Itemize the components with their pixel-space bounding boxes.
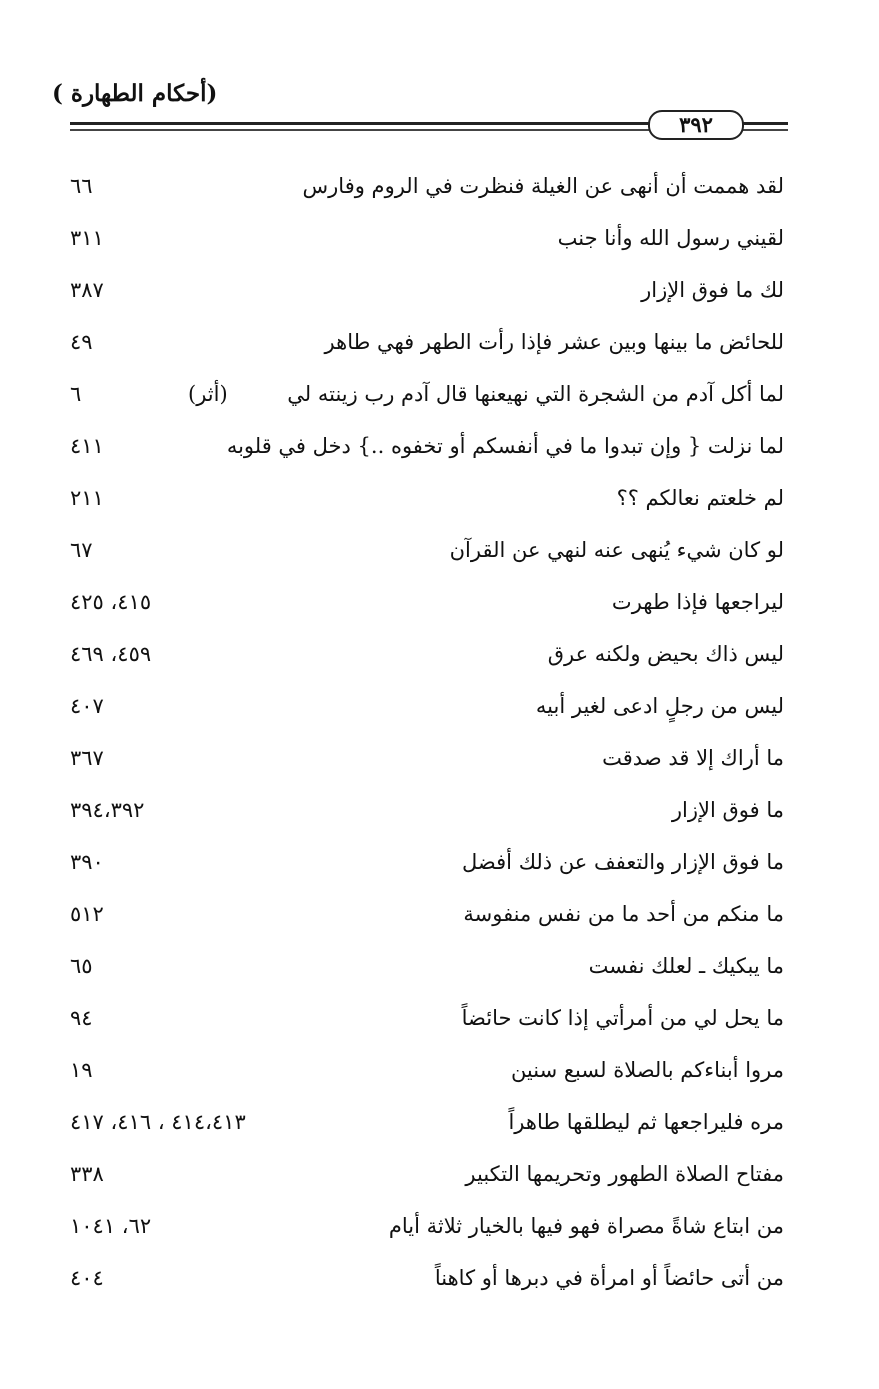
index-entry xyxy=(60,792,784,832)
entry-text: لقد هممت أن أنهى عن الغيلة فنظرت في الروم وفارس xyxy=(302,174,784,198)
entry-text: لما أكل آدم من الشجرة التي نهيعنها قال آدم رب زينته لي xyxy=(287,382,784,406)
entry-text: ما يحل لي من أمرأتي إذا كانت حائضاً xyxy=(461,1006,784,1030)
entry-pages: ٦٢، ١٠٤١ xyxy=(70,1214,152,1238)
entry-text: ما يبكيك ـ لعلك نفست xyxy=(588,954,784,978)
entry-pages: ٤١٥، ٤٢٥ xyxy=(70,590,152,614)
index-entry xyxy=(60,1104,784,1144)
index-entry xyxy=(60,376,784,416)
entry-pages: ٦٥ xyxy=(70,954,93,978)
entry-text: مره فليراجعها ثم ليطلقها طاهراً xyxy=(508,1110,784,1134)
entry-text: ما منكم من أحد ما من نفس منفوسة xyxy=(463,902,784,926)
entry-text: للحائض ما بينها وبين عشر فإذا رأت الطهر فهي طاهر xyxy=(324,330,784,354)
entry-pages: ٦ xyxy=(70,382,82,406)
entry-text: مفتاح الصلاة الطهور وتحريمها التكبير xyxy=(465,1162,784,1186)
entry-text: مروا أبناءكم بالصلاة لسبع سنين xyxy=(510,1058,784,1082)
index-entry xyxy=(60,220,784,260)
index-entry xyxy=(60,688,784,728)
entry-pages: ٤٠٧ xyxy=(70,694,104,718)
index-entry xyxy=(60,1052,784,1092)
entry-pages: ٣٩٠ xyxy=(70,850,104,874)
page-number: ٣٩٢ xyxy=(648,110,744,140)
entry-pages: ٥١٢ xyxy=(70,902,104,926)
entry-pages: ٦٦ xyxy=(70,174,93,198)
entry-text: من ابتاع شاةً مصراة فهو فيها بالخيار ثلاثة أيام xyxy=(388,1214,784,1238)
entry-pages: ١٩ xyxy=(70,1058,93,1082)
index-entry xyxy=(60,168,784,208)
entry-text: لو كان شيء يُنهى عنه لنهي عن القرآن xyxy=(449,538,784,562)
index-entry xyxy=(60,272,784,312)
entry-pages: ٤١٤،٤١٣ ، ٤١٦، ٤١٧ xyxy=(70,1110,246,1134)
entry-pages: ٦٧ xyxy=(70,538,93,562)
entry-pages: ٣٨٧ xyxy=(70,278,104,302)
entry-pages: ٤٥٩، ٤٦٩ xyxy=(70,642,152,666)
index-entry xyxy=(60,584,784,624)
entry-text: لم خلعتم نعالكم ؟؟ xyxy=(616,486,784,510)
index-entry xyxy=(60,532,784,572)
index-entry xyxy=(60,480,784,520)
entry-pages: ٣٩٤،٣٩٢ xyxy=(70,798,145,822)
entry-text: ليراجعها فإذا طهرت xyxy=(611,590,784,614)
entry-text: ليس ذاك بحيض ولكنه عرق xyxy=(547,642,784,666)
entry-pages: ٤٩ xyxy=(70,330,93,354)
index-entry xyxy=(60,740,784,780)
index-entry xyxy=(60,844,784,884)
index-entry xyxy=(60,948,784,988)
entry-text: ما فوق الإزار xyxy=(671,798,784,822)
index-entry xyxy=(60,1208,784,1248)
entry-text: لقيني رسول الله وأنا جنب xyxy=(557,226,784,250)
entry-text: ما فوق الإزار والتعفف عن ذلك أفضل xyxy=(462,850,784,874)
entry-text: ما أراك إلا قد صدقت xyxy=(602,746,784,770)
entry-text: من أتى حائضاً أو امرأة في دبرها أو كاهناً xyxy=(434,1266,784,1290)
index-entry xyxy=(60,636,784,676)
entry-text: لك ما فوق الإزار xyxy=(641,278,784,302)
entry-text: ليس من رجلٍ ادعى لغير أبيه xyxy=(535,694,784,718)
entry-pages: ٣١١ xyxy=(70,226,104,250)
index-entry xyxy=(60,1260,784,1300)
book-title: (أحكام الطهارة ) xyxy=(52,80,218,107)
entry-pages: ٣٦٧ xyxy=(70,746,104,770)
entry-pages: ٢١١ xyxy=(70,486,104,510)
entry-pages: ٣٣٨ xyxy=(70,1162,104,1186)
entry-pages: ٩٤ xyxy=(70,1006,93,1030)
entry-pages: ٤٠٤ xyxy=(70,1266,104,1290)
entry-pages: ٤١١ xyxy=(70,434,104,458)
index-entry xyxy=(60,896,784,936)
index-entry xyxy=(60,1000,784,1040)
index-entry xyxy=(60,1156,784,1196)
entry-text: لما نزلت { وإن تبدوا ما في أنفسكم أو تخفوه ..} دخل في قلوبه xyxy=(226,434,784,458)
index-entry xyxy=(60,428,784,468)
index-entry xyxy=(60,324,784,364)
entry-tag: (أثر) xyxy=(188,382,228,406)
